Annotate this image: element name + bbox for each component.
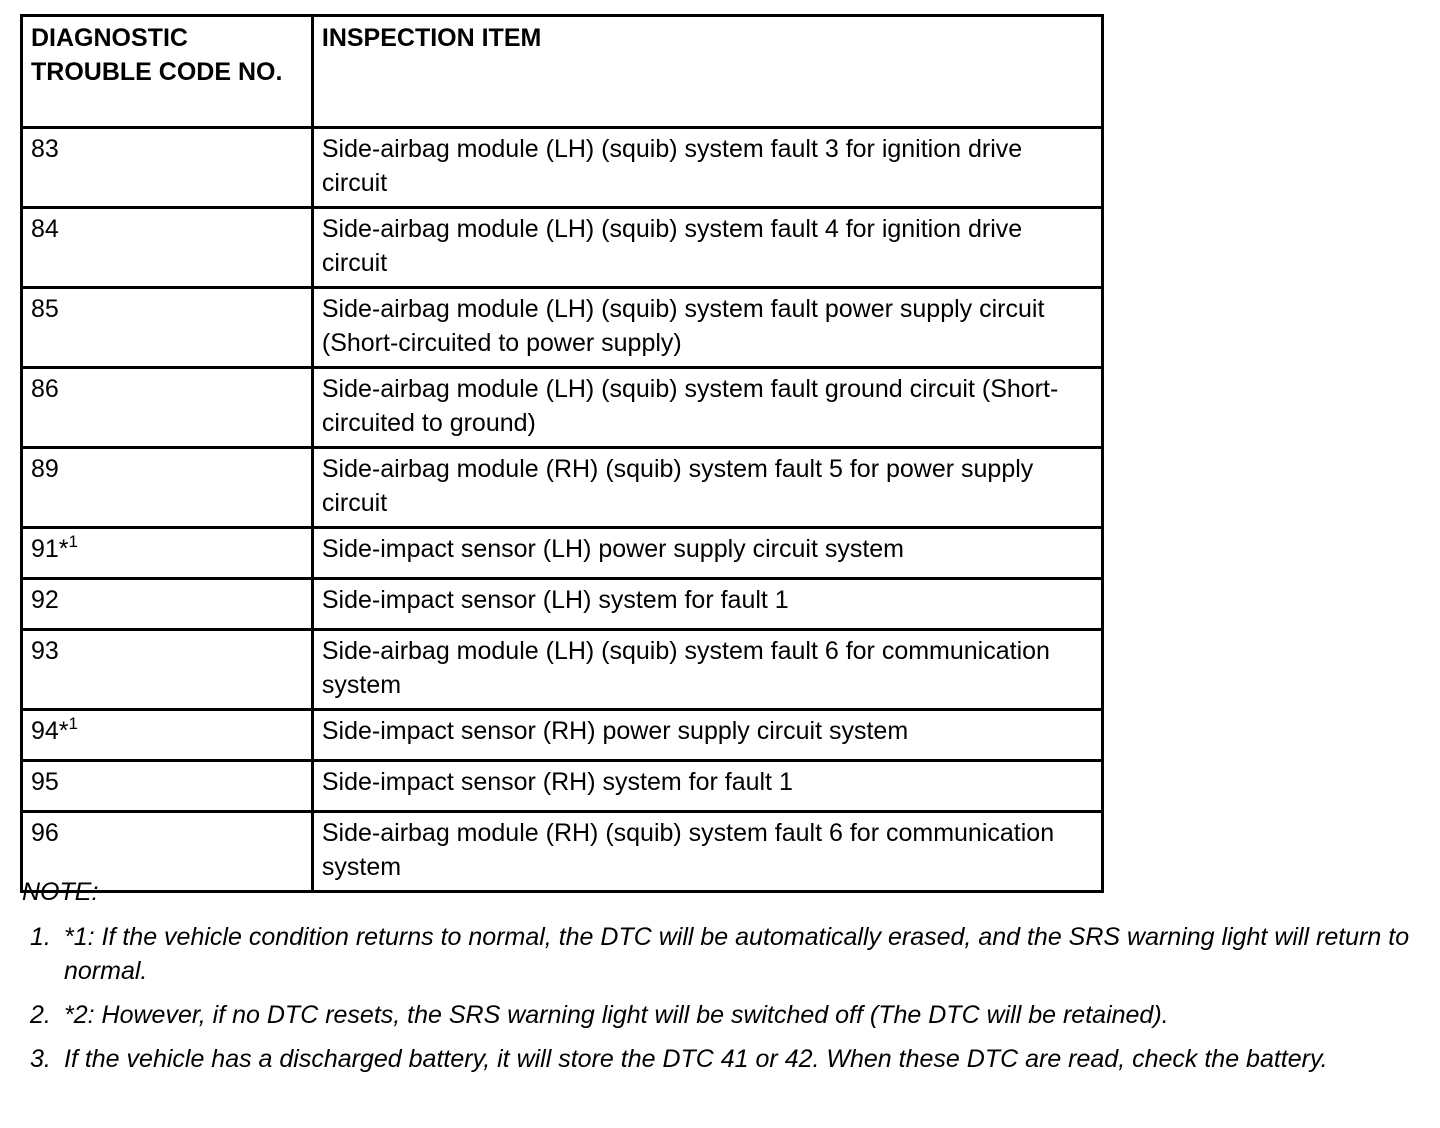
- table-row: [22, 761, 1103, 812]
- note-title: NOTE:: [22, 878, 99, 906]
- dtc-code: 96: [22, 812, 313, 892]
- note-text: *1: If the vehicle condition returns to normal, the DTC will be automatically erased, and the SRS warning light will return to normal.: [64, 923, 1410, 985]
- inspection-item: Side-impact sensor (LH) system for fault 1: [312, 579, 1102, 630]
- table-row: [22, 208, 1103, 288]
- dtc-code: 95: [22, 761, 313, 812]
- dtc-code: 86: [22, 368, 313, 448]
- table-row: [22, 448, 1103, 528]
- note-item: [30, 998, 1425, 1032]
- dtc-code: 91*$^1$: [22, 528, 313, 579]
- inspection-item: Side-airbag module (LH) (squib) system fault 3 for ignition drive circuit: [312, 128, 1102, 208]
- note-text: *2: However, if no DTC resets, the SRS warning light will be switched off (The DTC will be retained).: [64, 1001, 1169, 1029]
- table-header-row: [22, 16, 1103, 128]
- inspection-item: Side-airbag module (LH) (squib) system fault 6 for communication system: [312, 630, 1102, 710]
- table-row: [22, 579, 1103, 630]
- dtc-code: 89: [22, 448, 313, 528]
- header-inspection-item: INSPECTION ITEM: [312, 16, 1102, 128]
- inspection-item: Side-airbag module (RH) (squib) system fault 5 for power supply circuit: [312, 448, 1102, 528]
- dtc-code: 84: [22, 208, 313, 288]
- dtc-code: 93: [22, 630, 313, 710]
- note-item: [30, 1042, 1425, 1076]
- dtc-code: 83: [22, 128, 313, 208]
- table-row: [22, 630, 1103, 710]
- note-list: [30, 920, 1425, 1086]
- dtc-code: 94*$^1$: [22, 710, 313, 761]
- dtc-table: [20, 14, 1104, 893]
- table-row: [22, 812, 1103, 892]
- note-number: 3.: [30, 1045, 51, 1073]
- dtc-code: 92: [22, 579, 313, 630]
- header-dtc-number: DIAGNOSTIC TROUBLE CODE NO.: [22, 16, 313, 128]
- note-number: 2.: [30, 1001, 51, 1029]
- table-row: [22, 288, 1103, 368]
- inspection-item: Side-airbag module (RH) (squib) system fault 6 for communication system: [312, 812, 1102, 892]
- note-item: [30, 920, 1425, 988]
- table-row: [22, 368, 1103, 448]
- inspection-item: Side-airbag module (LH) (squib) system fault ground circuit (Short-circuited to ground): [312, 368, 1102, 448]
- table-row: [22, 128, 1103, 208]
- inspection-item: Side-impact sensor (RH) system for fault 1: [312, 761, 1102, 812]
- note-text: If the vehicle has a discharged battery, it will store the DTC 41 or 42. When these DTC are read, check the battery.: [64, 1045, 1328, 1073]
- table-row: [22, 528, 1103, 579]
- inspection-item: Side-impact sensor (LH) power supply circuit system: [312, 528, 1102, 579]
- inspection-item: Side-airbag module (LH) (squib) system fault power supply circuit (Short-circuited to power supply): [312, 288, 1102, 368]
- inspection-item: Side-airbag module (LH) (squib) system fault 4 for ignition drive circuit: [312, 208, 1102, 288]
- dtc-code: 85: [22, 288, 313, 368]
- table-row: [22, 710, 1103, 761]
- inspection-item: Side-impact sensor (RH) power supply circuit system: [312, 710, 1102, 761]
- note-number: 1.: [30, 923, 51, 951]
